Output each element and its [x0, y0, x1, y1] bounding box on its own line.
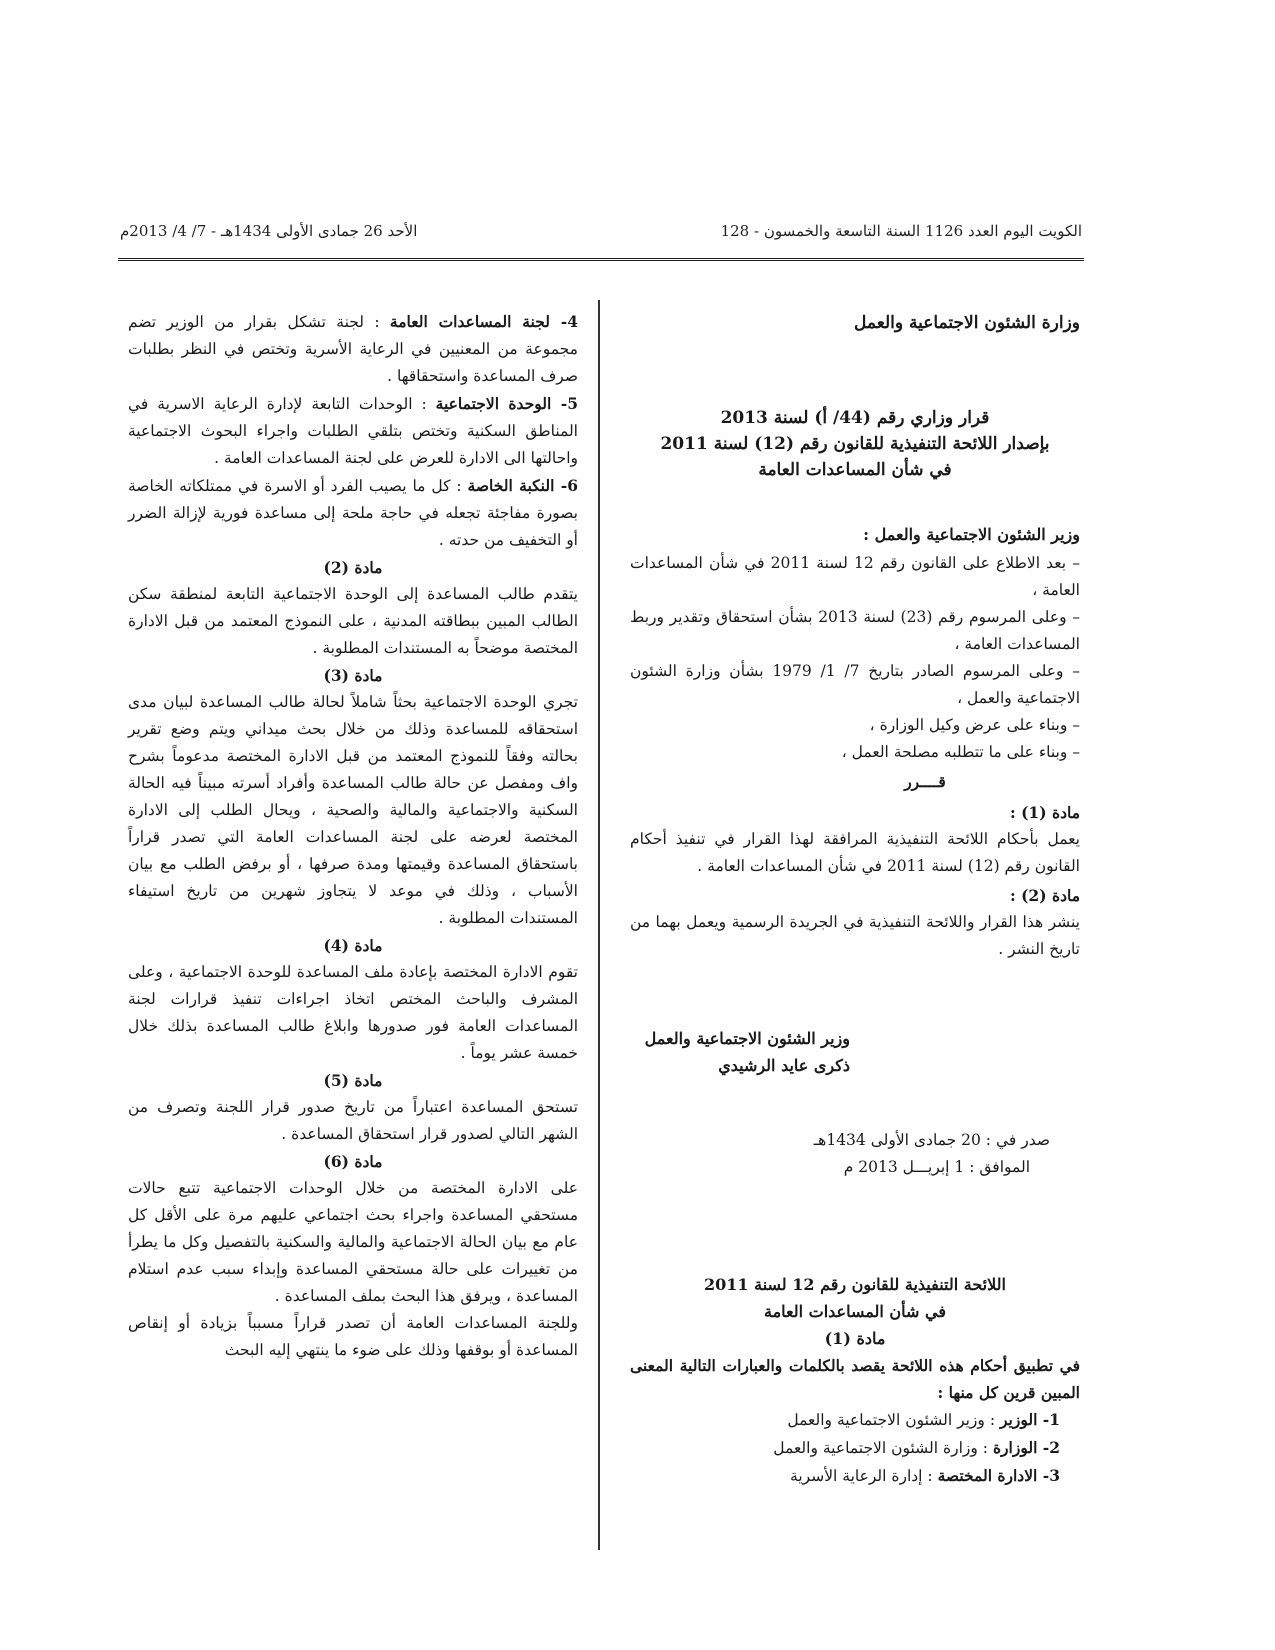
article-2-text: يتقدم طالب المساعدة إلى الوحدة الاجتماعية التابعة لمنطقة سكن الطالب المبين ببطاقته المدنية ، على النموذج المعتمد من قبل الادارة المختصة موضحاً به المستندات المطلوبة .: [128, 585, 578, 657]
definition-5: [128, 390, 578, 472]
definition-term: 1- الوزير: [999, 1410, 1060, 1429]
article-3-text: تجري الوحدة الاجتماعية بحثاً شاملاً لحالة طالب المساعدة لبيان مدى استحقاقه للمساعدة وذلك من خلال بحث ميداني ويتم وضع تقرير بحالته وفقاً للنموذج المعتمد من قبل الادارة المختصة مدعوماً بشرح واف ومفصل عن حالة طالب المساعدة وأفراد أسرته مبيناً فيه الحالة السكنية والاجتماعية والمالية والصحية ، ويحال الطلب إلى الادارة المختصة لعرضه على لجنة المساعدات العامة التي تصدر قراراً باستحقاق المساعدة وقيمتها ومدة صرفها ، أو برفض الطلب مع بيان الأسباب ، وذلك في موعد لا يتجاوز شهرين من تاريخ استيفاء المستندات المطلوبة .: [128, 693, 578, 927]
article-1-text: يعمل بأحكام اللائحة التنفيذية المرافقة لهذا القرار في تنفيذ أحكام القانون رقم (12) لسنة 2011 في شأن المساعدات العامة .: [630, 830, 1080, 875]
definition-text: : وزارة الشئون الاجتماعية والعمل: [773, 1439, 993, 1457]
article-2-text: ينشر هذا القرار واللائحة التنفيذية في الجريدة الرسمية ويعمل بهما من تاريخ النشر .: [630, 913, 1080, 958]
header-rule: [118, 258, 1084, 261]
signature-name: ذكرى عايد الرشيدي: [718, 1056, 850, 1075]
article-4-heading: مادة (4): [323, 936, 383, 955]
article-1-heading: مادة (1) :: [1009, 803, 1080, 822]
signature-title: وزير الشئون الاجتماعية والعمل: [644, 1029, 850, 1048]
article-6-heading: مادة (6): [323, 1152, 383, 1171]
right-column: [630, 310, 1080, 1490]
column-divider: [598, 300, 600, 1550]
preamble-item: – وبناء على عرض وكيل الوزارة ،: [869, 716, 1080, 734]
article-5-heading: مادة (5): [323, 1071, 383, 1090]
definition-6: [128, 472, 578, 554]
header-issue-info: الكويت اليوم العدد 1126 السنة التاسعة والخمسون - 128: [720, 222, 1082, 240]
decision-title-line-1: قرار وزاري رقم (44/ أ) لسنة 2013: [720, 408, 990, 428]
preamble: [630, 550, 1080, 766]
definition-4: [128, 308, 578, 390]
definition-item: [630, 1462, 1080, 1490]
preamble-item: – بعد الاطلاع على القانون رقم 12 لسنة 2011 في شأن المساعدات العامة ،: [630, 554, 1080, 599]
issued-gregorian-date: الموافق : 1 إبريـــل 2013 م: [843, 1158, 1030, 1176]
definition-5-term: 5- الوحدة الاجتماعية: [435, 394, 578, 413]
regulations-article-1-heading: مادة (1): [824, 1329, 886, 1348]
preamble-item: – وعلى المرسوم الصادر بتاريخ 7/ 1/ 1979 بشأن وزارة الشئون الاجتماعية والعمل ،: [630, 662, 1081, 707]
issue-dates: [630, 1127, 1080, 1181]
regulations-title-line-1: اللائحة التنفيذية للقانون رقم 12 لسنة 2011: [704, 1275, 1006, 1294]
definition-term: 2- الوزارة: [992, 1438, 1060, 1457]
preamble-item: – وعلى المرسوم رقم (23) لسنة 2013 بشأن استحقاق وتقدير وربط المساعدات العامة ،: [630, 608, 1080, 653]
decision-title-line-2: بإصدار اللائحة التنفيذية للقانون رقم (12) لسنة 2011: [660, 434, 1050, 454]
regulations-title: [630, 1271, 1080, 1352]
article-6-text-1: على الادارة المختصة من خلال الوحدات الاجتماعية تتبع حالات مستحقي المساعدة واجراء بحث اجتماعي عليهم مرة على الأقل كل عام مع بيان الحالة الاجتماعية والمالية والسكنية بالتفصيل وكل ما يطرأ من تغييرات على حالة مستحقي المساعدة وإبداء سبب عدم استلام المساعدة ، ويرفق هذا البحث بملف المساعدة .: [128, 1179, 578, 1305]
regulations-article-1-intro: في تطبيق أحكام هذه اللائحة يقصد بالكلمات والعبارات التالية المعنى المبين قرين كل منها :: [630, 1356, 1080, 1402]
decision-title-line-3: في شأن المساعدات العامة: [758, 460, 952, 480]
decision-title: [630, 405, 1080, 483]
article-4-text: تقوم الادارة المختصة بإعادة ملف المساعدة للوحدة الاجتماعية ، وعلى المشرف والباحث المختص اتخاذ اجراءات تنفيذ قرارات لجنة المساعدات العامة فور صدورها وابلاغ طالب المساعدة بذلك خلال خمسة عشر يوماً .: [128, 963, 578, 1062]
definition-item: [630, 1406, 1080, 1434]
definition-6-text: : كل ما يصيب الفرد أو الاسرة في ممتلكاته الخاصة بصورة مفاجئة تجعله في حاجة ملحة إلى مساعدة فورية لإزالة الضرر أو التخفيف من حدته .: [128, 477, 578, 549]
article-2-heading: مادة (2) :: [1009, 886, 1080, 905]
definition-5-text: : الوحدات التابعة لإدارة الرعاية الاسرية في المناطق السكنية وتختص بتلقي الطلبات واجراء البحوث الاجتماعية واحالتها الى الادارة للعرض على لجنة المساعدات العامة .: [128, 395, 578, 467]
minister-heading: وزير الشئون الاجتماعية والعمل :: [863, 525, 1080, 544]
definition-text: : إدارة الرعاية الأسرية: [790, 1467, 938, 1485]
article-6-text-2: وللجنة المساعدات العامة أن تصدر قراراً مسبباً بزيادة أو إنقاص المساعدة أو بوقفها وذلك على ضوء ما ينتهي إليه البحث: [128, 1314, 578, 1359]
header-date: الأحد 26 جمادى الأولى 1434هـ - 7/ 4/ 2013م: [120, 222, 418, 240]
article-5-text: تستحق المساعدة اعتباراً من تاريخ صدور قرار اللجنة وتصرف من الشهر التالي لصدور قرار استحقاق المساعدة .: [128, 1098, 578, 1143]
regulations-title-line-2: في شأن المساعدات العامة: [764, 1302, 946, 1321]
definition-item: [630, 1434, 1080, 1462]
issued-hijri-date: صدر في : 20 جمادى الأولى 1434هـ: [813, 1131, 1050, 1149]
preamble-item: – وبناء على ما تتطلبه مصلحة العمل ،: [841, 743, 1080, 761]
decided-heading: قــــرر: [904, 772, 946, 791]
ministry-heading: وزارة الشئون الاجتماعية والعمل: [854, 313, 1080, 333]
definition-term: 3- الادارة المختصة: [937, 1466, 1060, 1485]
article-2-heading: مادة (2): [323, 558, 383, 577]
definition-4-text: : لجنة تشكل بقرار من الوزير تضم مجموعة من المعنيين في الرعاية الأسرية وتختص في النظر بطلبات صرف المساعدة واستحقاقها .: [128, 313, 578, 385]
definition-4-term: 4- لجنة المساعدات العامة: [389, 312, 578, 331]
article-3-heading: مادة (3): [323, 666, 383, 685]
signature-block: [630, 1025, 1080, 1079]
definition-text: : وزير الشئون الاجتماعية والعمل: [787, 1411, 1000, 1429]
definition-6-term: 6- النكبة الخاصة: [467, 476, 578, 495]
left-column: [128, 308, 578, 1364]
page-header: [120, 222, 1082, 246]
